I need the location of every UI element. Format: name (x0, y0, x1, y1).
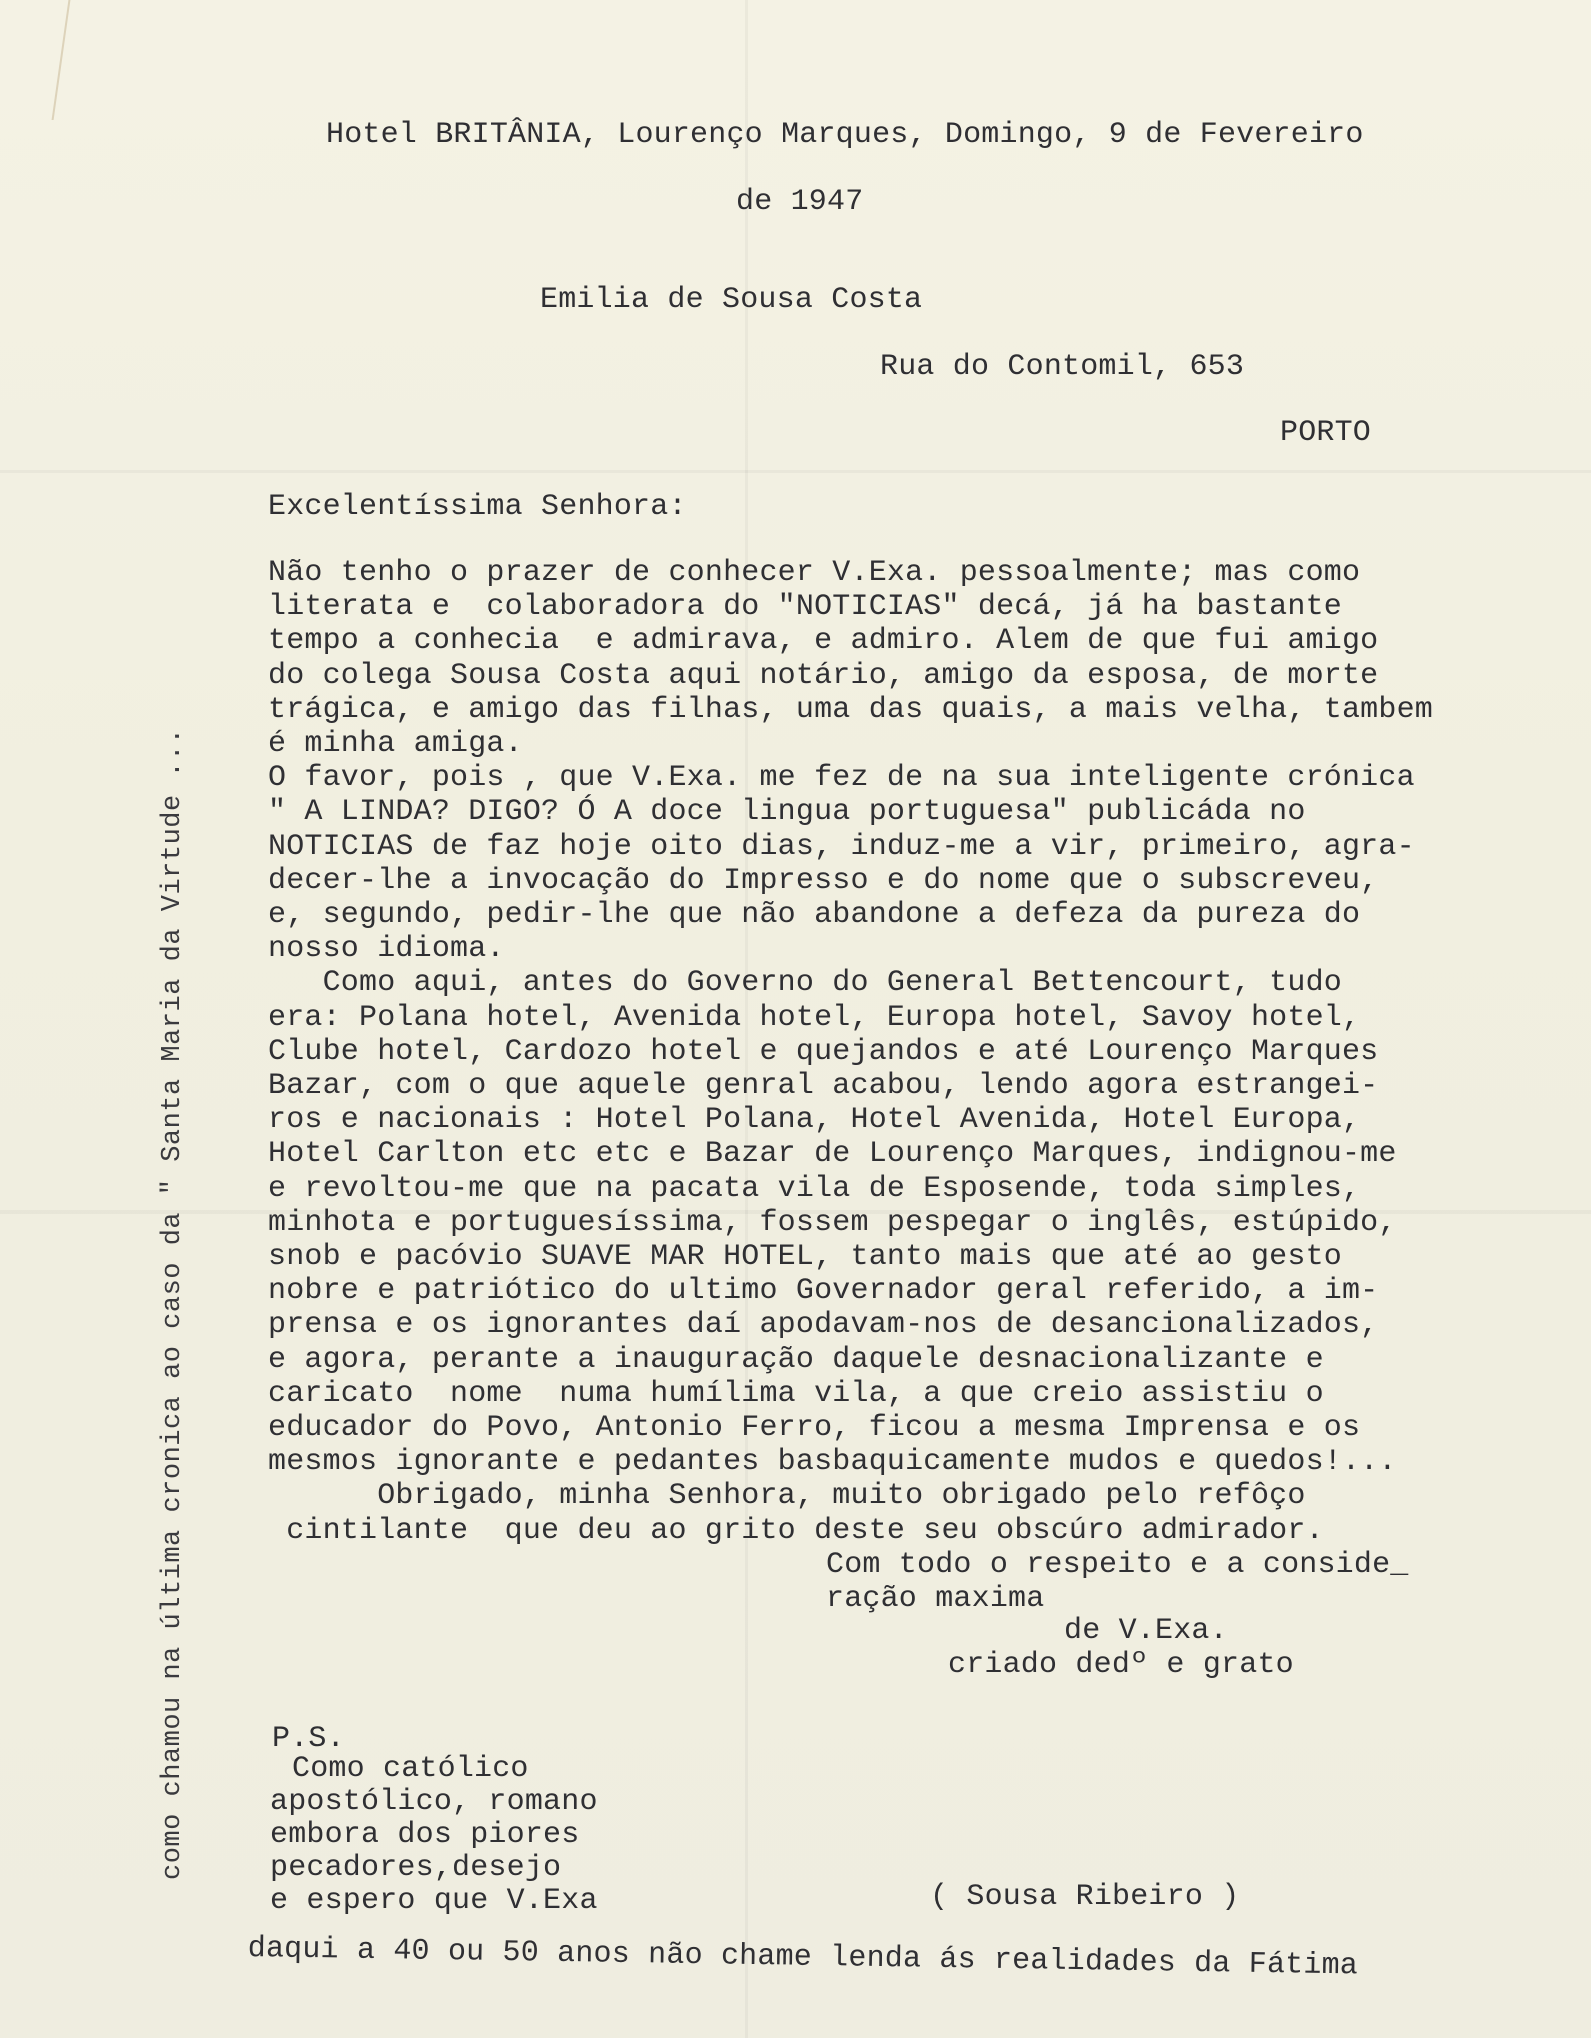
postscript-line: e espero que V.Exa (270, 1884, 598, 1918)
postscript-line: apostólico, romano (270, 1785, 598, 1819)
body-line: literata e colaboradora do "NOTICIAS" decá, já ha bastante (268, 590, 1342, 625)
body-line: e revoltou-me que na pacata vila de Esposende, toda simples, (268, 1171, 1361, 1206)
body-line: O favor, pois , que V.Exa. me fez de na sua inteligente crónica (268, 761, 1415, 796)
closing-line-1: Com todo o respeito e a conside_ (826, 1548, 1409, 1582)
body-line: nosso idioma. (268, 932, 505, 967)
body-line: Como aqui, antes do Governo do General Bettencourt, tudo (268, 966, 1342, 1001)
body-line: ros e nacionais : Hotel Polana, Hotel Avenida, Hotel Europa, (268, 1103, 1361, 1138)
signature: ( Sousa Ribeiro ) (930, 1880, 1240, 1914)
body-line: tempo a conhecia e admirava, e admiro. Alem de que fui amigo (268, 624, 1379, 659)
body-line: Hotel Carlton etc etc e Bazar de Lourenço Marques, indignou-me (268, 1137, 1397, 1172)
paper-crease (0, 470, 1591, 473)
body-line: é minha amiga. (268, 727, 523, 761)
body-line: e agora, perante a inauguração daquele desnacionalizante e (268, 1342, 1324, 1377)
salutation: Excelentíssima Senhora: (268, 490, 687, 524)
body-line: Obrigado, minha Senhora, muito obrigado pelo refôço (268, 1479, 1306, 1514)
body-line: snob e pacóvio SUAVE MAR HOTEL, tanto mais que até ao gesto (268, 1240, 1342, 1274)
postscript-line: embora dos piores (270, 1818, 580, 1852)
body-line: Não tenho o prazer de conhecer V.Exa. pessoalmente; mas como (268, 556, 1361, 590)
body-line: prensa e os ignorantes daí apodavam-nos de desancionalizados, (268, 1308, 1379, 1343)
body-line: e, segundo, pedir-lhe que não abandone a defeza da pureza do (268, 898, 1361, 932)
postscript-line: pecadores,desejo (270, 1851, 562, 1885)
body-line: trágica, e amigo das filhas, uma das quais, a mais velha, tambem (268, 692, 1433, 727)
body-line: Bazar, com o que aquele genral acabou, lendo agora estrangei- (268, 1069, 1379, 1103)
body-line: mesmos ignorante e pedantes basbaquicamente mudos e quedos!... (268, 1445, 1397, 1480)
postscript-label: P.S. (272, 1722, 345, 1756)
closing-line-4: criado dedº e grato (948, 1648, 1294, 1682)
postscript-last-line: daqui a 40 ou 50 anos não chame lenda ás realidades da Fátima (247, 1932, 1359, 1984)
closing-line-3: de V.Exa. (1064, 1614, 1228, 1648)
recipient-street: Rua do Contomil, 653 (880, 350, 1245, 384)
paper-tear-mark (52, 0, 161, 120)
body-line: educador do Povo, Antonio Ferro, ficou a mesma Imprensa e os (268, 1411, 1361, 1445)
recipient-city: PORTO (1280, 416, 1372, 450)
body-line: Clube hotel, Cardozo hotel e quejandos e até Lourenço Marques (268, 1034, 1379, 1069)
body-line: caricato nome numa humílima vila, a que creio assistiu o (268, 1376, 1324, 1411)
header-year: de 1947 (736, 185, 864, 219)
body-line: nobre e patriótico do ultimo Governador geral referido, a im- (268, 1274, 1379, 1309)
body-line: cintilante que deu ao grito deste seu obscúro admirador. (268, 1513, 1324, 1548)
recipient-name: Emilia de Sousa Costa (540, 283, 923, 317)
body-line: decer-lhe a invocação do Impresso e do nome que o subscreveu, (268, 863, 1379, 898)
body-line: NOTICIAS de faz hoje oito dias, induz-me a vir, primeiro, agra- (268, 829, 1415, 864)
postscript-line: Como católico (292, 1752, 529, 1786)
body-line: do colega Sousa Costa aqui notário, amigo da esposa, de morte (268, 658, 1379, 693)
closing-line-2: ração maxima (826, 1582, 1045, 1616)
header-place-date: Hotel BRITÂNIA, Lourenço Marques, Domingo, 9 de Fevereiro (326, 118, 1364, 152)
body-line: minhota e portuguesíssima, fossem pespegar o inglês, estúpido, (268, 1205, 1397, 1240)
body-line: era: Polana hotel, Avenida hotel, Europa hotel, Savoy hotel, (268, 1000, 1361, 1035)
margin-note: como chamou na última cronica ao caso da " Santa Maria da Virtude ... (158, 727, 188, 1880)
body-line: " A LINDA? DIGO? Ó A doce lingua portuguesa" publicáda no (268, 795, 1306, 830)
